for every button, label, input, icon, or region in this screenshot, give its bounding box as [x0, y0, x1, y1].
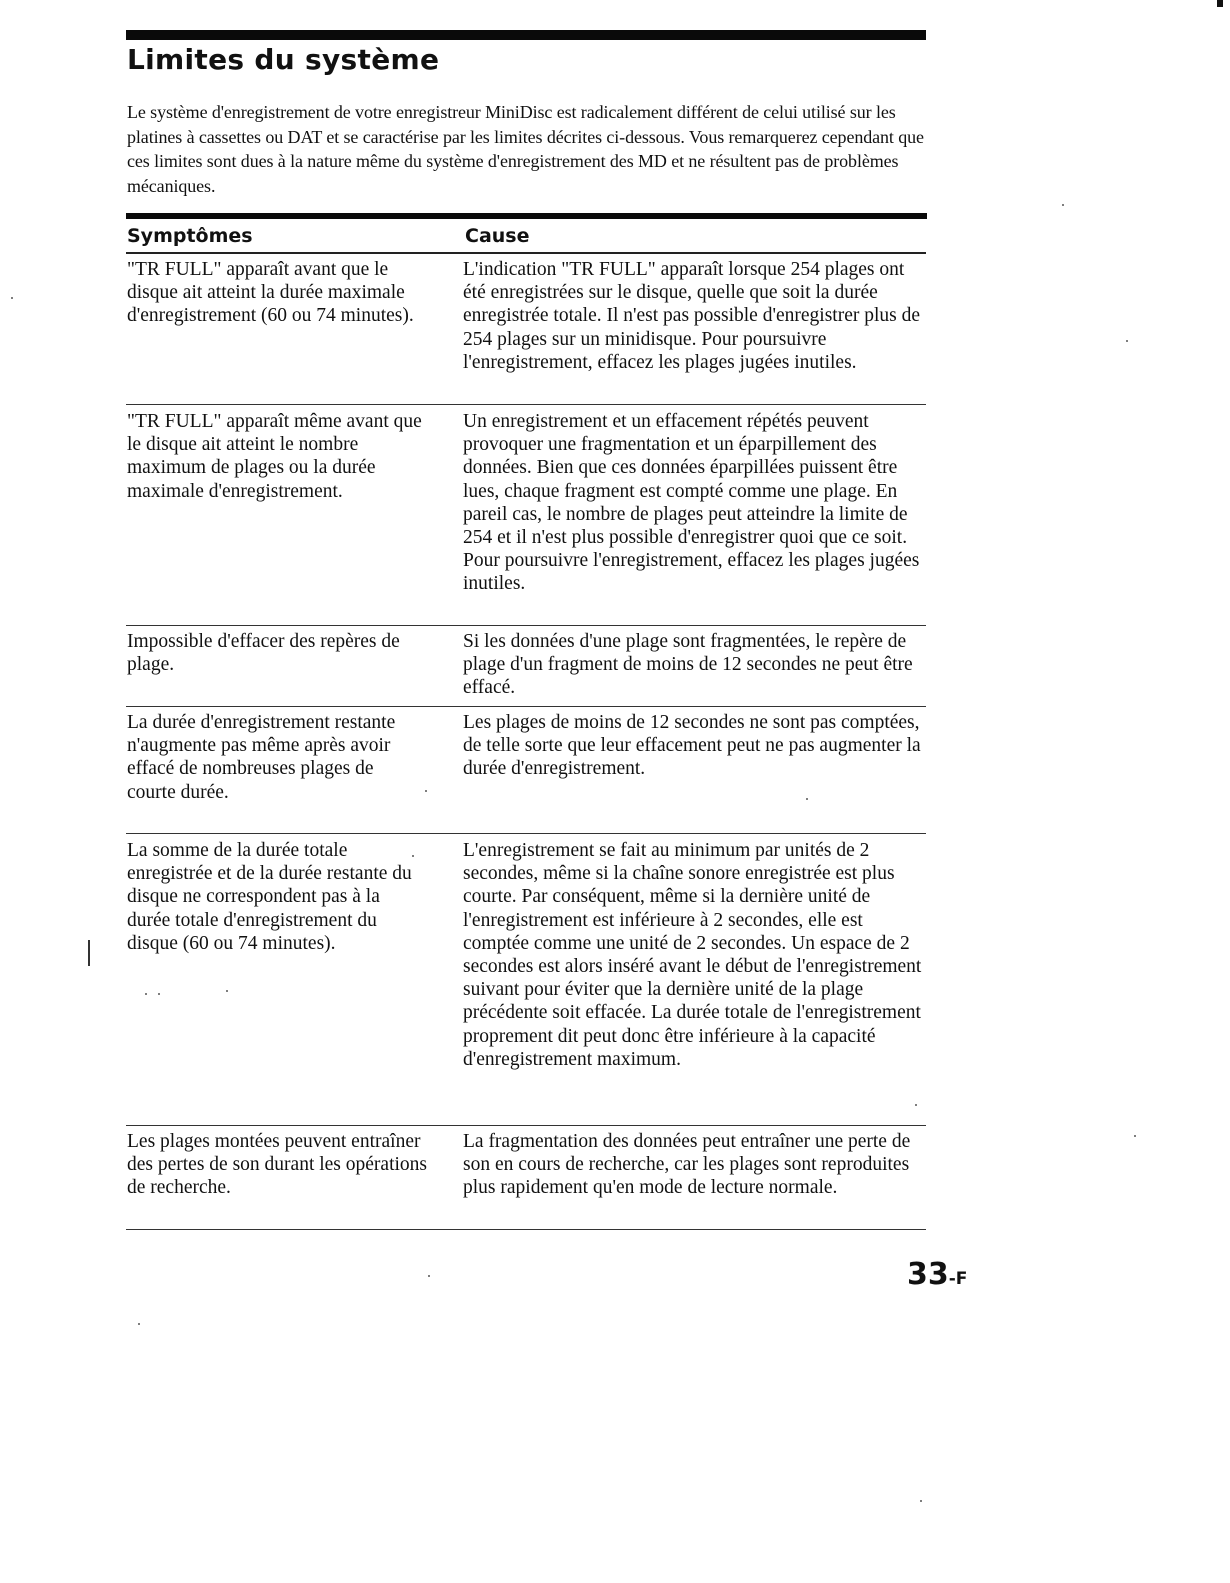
- page-number-suffix: -F: [948, 1269, 968, 1289]
- symptom-cell: La somme de la durée totale enregistrée et de la durée restante du disque ne correspondent pas à la durée totale d'enregistrement du disque (60 ou 74 minutes).: [127, 840, 412, 954]
- header-rule: [126, 252, 926, 254]
- page-number-value: 33: [907, 1257, 949, 1292]
- table-top-rule: [126, 213, 927, 219]
- cause-cell: Si les données d'une plage sont fragmentées, le repère de plage d'un fragment de moins de 12 secondes ne peut être effacé.: [463, 631, 913, 699]
- row-divider: [126, 1125, 926, 1126]
- row-divider: [126, 706, 926, 707]
- symptom-cell: La durée d'enregistrement restante n'augmente pas même après avoir effacé de nombreuses plages de courte durée.: [127, 712, 396, 803]
- cause-cell: Un enregistrement et un effacement répétés peuvent provoquer une fragmentation et un éparpillement des données. Bien que ces données éparpillées puissent être lues, chaque fragment est compté comme une plage. En pareil cas, le nombre de plages peut atteindre la limite de 254 et il n'est plus possible d'enregistrer quoi que ce soit. Pour poursuivre l'enregistrement, effacez les plages jugées inutiles.: [463, 411, 920, 595]
- cause-cell: La fragmentation des données peut entraîner une perte de son en cours de recherche, car les plages sont reproduites plus rapidement qu'en mode de lecture normale.: [463, 1131, 911, 1199]
- table-bottom-rule: [126, 1229, 926, 1230]
- row-divider: [126, 833, 926, 834]
- scan-speck: [145, 993, 147, 995]
- row-divider: [126, 404, 926, 405]
- cause-cell: L'enregistrement se fait au minimum par unités de 2 secondes, même si la chaîne sonore enregistrée est plus courte. Par conséquent, même si la dernière unité de l'enregistrement est inférieure à 2 secondes, elle est comptée comme une unité de 2 secondes. Un espace de 2 secondes est alors inséré avant le début de l'enregistrement suivant pour éviter que la dernière unité de la plage précédente soit effacée. La durée totale de l'enregistrement proprement dit peut donc être inférieure à la capacité d'enregistrement maximum.: [463, 840, 922, 1070]
- scan-speck: [1134, 1135, 1136, 1137]
- scan-speck: [226, 990, 228, 992]
- scan-speck: [1062, 204, 1064, 206]
- margin-change-bar: [88, 940, 90, 966]
- scan-speck: [425, 790, 427, 792]
- cause-cell: Les plages de moins de 12 secondes ne sont pas comptées, de telle sorte que leur effacement peut ne pas augmenter la durée d'enregistrement.: [463, 712, 921, 780]
- symptom-cell: Les plages montées peuvent entraîner des pertes de son durant les opérations de recherche.: [127, 1131, 428, 1199]
- scan-speck: [1126, 340, 1128, 342]
- scan-speck: [806, 798, 808, 800]
- scan-speck: [412, 855, 414, 857]
- intro-paragraph: Le système d'enregistrement de votre enregistreur MiniDisc est radicalement différent de celui utilisé sur les platines à cassettes ou DAT et se caractérise par les limites décrites ci-dessous. Vous remarquerez cependant que ces limites sont dues à la nature même du système d'enregistrement des MD et ne résultent pas de problèmes mécaniques.: [127, 102, 924, 196]
- corner-mark: [1217, 0, 1223, 7]
- section-title: Limites du système: [127, 43, 440, 76]
- scan-speck: [915, 1104, 917, 1106]
- cause-cell: L'indication "TR FULL" apparaît lorsque 254 plages ont été enregistrées sur le disque, quelle que soit la durée enregistrée totale. Il n'est pas possible d'enregistrer plus de 254 plages sur un minidisque. Pour poursuivre l'enregistrement, effacez les plages jugées inutiles.: [463, 259, 921, 373]
- column-header-symptoms: Symptômes: [127, 225, 253, 247]
- scan-speck: [920, 1500, 922, 1502]
- scan-speck: [138, 1323, 140, 1325]
- column-header-cause: Cause: [465, 225, 530, 247]
- scan-speck: [428, 1275, 430, 1277]
- row-divider: [126, 625, 926, 626]
- scan-speck: [11, 297, 13, 299]
- symptom-cell: Impossible d'effacer des repères de plage.: [127, 631, 400, 676]
- page-number: [907, 1255, 967, 1299]
- scan-speck: [158, 993, 160, 995]
- symptom-cell: "TR FULL" apparaît même avant que le disque ait atteint le nombre maximum de plages ou la durée maximale d'enregistrement.: [127, 411, 422, 502]
- symptom-cell: "TR FULL" apparaît avant que le disque ait atteint la durée maximale d'enregistrement (60 ou 74 minutes).: [127, 259, 414, 327]
